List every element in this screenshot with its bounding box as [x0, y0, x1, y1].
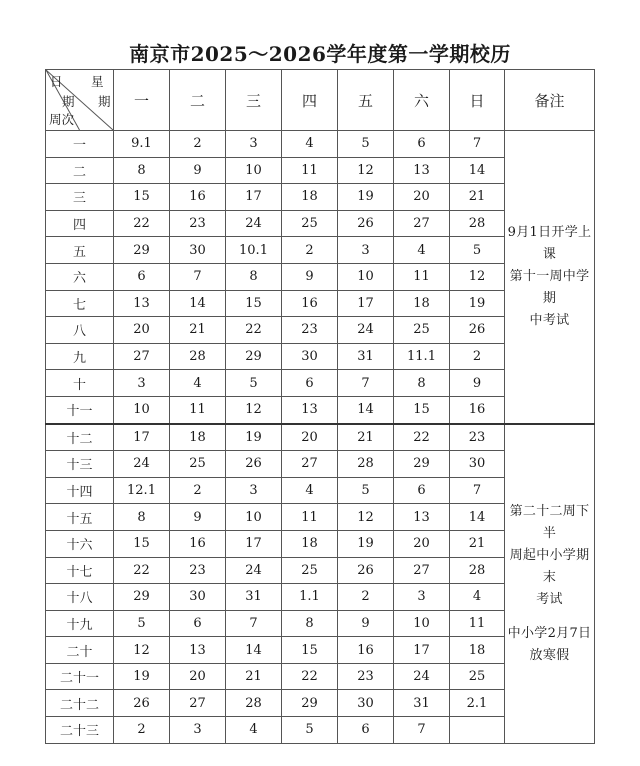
- corner-label-qi-2: 期: [62, 94, 75, 109]
- date-cell: 21: [450, 184, 505, 211]
- date-cell: 20: [282, 424, 338, 451]
- week-number-cell: 十九: [46, 610, 114, 637]
- date-cell: 22: [282, 663, 338, 690]
- date-cell: 24: [226, 557, 282, 584]
- date-cell: 28: [170, 343, 226, 370]
- date-cell: 23: [170, 210, 226, 237]
- date-cell: 8: [394, 370, 450, 397]
- date-cell: 23: [450, 424, 505, 451]
- date-cell: 12: [450, 263, 505, 290]
- date-cell: 11: [282, 157, 338, 184]
- date-cell: 23: [170, 557, 226, 584]
- date-cell: 11: [170, 396, 226, 423]
- date-cell: 28: [338, 451, 394, 478]
- date-cell: 30: [282, 343, 338, 370]
- date-cell: 10: [226, 157, 282, 184]
- date-cell: 7: [338, 370, 394, 397]
- date-cell: 14: [338, 396, 394, 423]
- date-cell: 17: [394, 637, 450, 664]
- date-cell: 4: [394, 237, 450, 264]
- date-cell: 9: [450, 370, 505, 397]
- date-cell: 2: [450, 343, 505, 370]
- date-cell: 30: [450, 451, 505, 478]
- date-cell: 3: [114, 370, 170, 397]
- date-cell: [450, 717, 505, 744]
- date-cell: 5: [282, 717, 338, 744]
- date-cell: 9: [170, 157, 226, 184]
- week-number-cell: 二十三: [46, 717, 114, 744]
- week-number-cell: 五: [46, 237, 114, 264]
- date-cell: 28: [450, 557, 505, 584]
- remark-line: 中小学2月7日: [507, 625, 592, 641]
- date-cell: 20: [394, 184, 450, 211]
- date-cell: 30: [338, 690, 394, 717]
- date-cell: 15: [394, 396, 450, 423]
- date-cell: 22: [226, 317, 282, 344]
- date-cell: 15: [226, 290, 282, 317]
- header-corner-cell: [46, 70, 114, 131]
- date-cell: 3: [170, 717, 226, 744]
- date-cell: 24: [114, 451, 170, 478]
- date-cell: 25: [450, 663, 505, 690]
- date-cell: 2: [170, 477, 226, 504]
- date-cell: 2: [338, 584, 394, 611]
- remark-line: 中考试: [529, 312, 570, 328]
- weekday-header: 一: [114, 70, 170, 131]
- date-cell: 13: [170, 637, 226, 664]
- date-cell: 13: [394, 157, 450, 184]
- date-cell: 10: [114, 396, 170, 423]
- week-number-cell: 七: [46, 290, 114, 317]
- weekday-header: 五: [338, 70, 394, 131]
- week-number-cell: 三: [46, 184, 114, 211]
- week-row: [46, 424, 595, 451]
- date-cell: 10: [226, 504, 282, 531]
- date-cell: 9: [282, 263, 338, 290]
- date-cell: 12: [114, 637, 170, 664]
- date-cell: 4: [226, 717, 282, 744]
- date-cell: 9: [338, 610, 394, 637]
- date-cell: 2: [282, 237, 338, 264]
- page-title: 南京市2025～2026学年度第一学期校历: [129, 42, 511, 66]
- date-cell: 21: [450, 530, 505, 557]
- date-cell: 27: [170, 690, 226, 717]
- date-cell: 16: [282, 290, 338, 317]
- date-cell: 25: [170, 451, 226, 478]
- date-cell: 8: [114, 157, 170, 184]
- date-cell: 26: [114, 690, 170, 717]
- date-cell: 29: [394, 451, 450, 478]
- date-cell: 16: [338, 637, 394, 664]
- date-cell: 25: [282, 557, 338, 584]
- remark-cell-second-half: [505, 424, 595, 744]
- date-cell: 19: [450, 290, 505, 317]
- week-number-cell: 十七: [46, 557, 114, 584]
- remark-line: 9月1日开学上课: [507, 224, 592, 262]
- date-cell: 22: [114, 557, 170, 584]
- date-cell: 7: [450, 477, 505, 504]
- date-cell: 14: [226, 637, 282, 664]
- date-cell: 17: [226, 530, 282, 557]
- date-cell: 26: [338, 557, 394, 584]
- date-cell: 6: [394, 131, 450, 158]
- week-number-cell: 十八: [46, 584, 114, 611]
- date-cell: 30: [170, 584, 226, 611]
- corner-label-qi-1: 期: [98, 94, 111, 109]
- remark-spacer: [505, 611, 594, 623]
- week-number-cell: 一: [46, 131, 114, 158]
- date-cell: 15: [114, 530, 170, 557]
- weekday-header: 日: [450, 70, 505, 131]
- week-number-cell: 十二: [46, 424, 114, 451]
- date-cell: 12: [226, 396, 282, 423]
- date-cell: 5: [226, 370, 282, 397]
- date-cell: 14: [170, 290, 226, 317]
- date-cell: 7: [226, 610, 282, 637]
- date-cell: 11.1: [394, 343, 450, 370]
- date-cell: 26: [450, 317, 505, 344]
- week-number-cell: 十六: [46, 530, 114, 557]
- remark-line: 第十一周中学期: [509, 268, 590, 306]
- date-cell: 25: [282, 210, 338, 237]
- date-cell: 24: [338, 317, 394, 344]
- date-cell: 17: [226, 184, 282, 211]
- week-row: [46, 131, 595, 158]
- date-cell: 13: [282, 396, 338, 423]
- date-cell: 29: [226, 343, 282, 370]
- date-cell: 16: [170, 184, 226, 211]
- date-cell: 23: [338, 663, 394, 690]
- date-cell: 7: [450, 131, 505, 158]
- date-cell: 19: [338, 530, 394, 557]
- date-cell: 8: [282, 610, 338, 637]
- date-cell: 5: [338, 477, 394, 504]
- date-cell: 18: [450, 637, 505, 664]
- remark-line: 考试: [536, 591, 563, 607]
- date-cell: 21: [338, 424, 394, 451]
- week-number-cell: 十四: [46, 477, 114, 504]
- corner-label-zhouci: 周次: [49, 112, 75, 127]
- date-cell: 5: [338, 131, 394, 158]
- date-cell: 10: [394, 610, 450, 637]
- weekday-header: 三: [226, 70, 282, 131]
- date-cell: 27: [114, 343, 170, 370]
- corner-label-xing: 星: [91, 74, 104, 89]
- date-cell: 20: [114, 317, 170, 344]
- date-cell: 3: [394, 584, 450, 611]
- week-number-cell: 六: [46, 263, 114, 290]
- week-number-cell: 二十一: [46, 663, 114, 690]
- date-cell: 31: [338, 343, 394, 370]
- date-cell: 8: [114, 504, 170, 531]
- date-cell: 16: [450, 396, 505, 423]
- date-cell: 12: [338, 157, 394, 184]
- remark-line: 周起中小学期末: [509, 547, 590, 585]
- corner-label-ri: 日: [50, 74, 63, 89]
- date-cell: 10: [338, 263, 394, 290]
- date-cell: 27: [394, 557, 450, 584]
- date-cell: 14: [450, 504, 505, 531]
- date-cell: 5: [450, 237, 505, 264]
- remark-line: 放寒假: [529, 647, 570, 663]
- date-cell: 9.1: [114, 131, 170, 158]
- date-cell: 11: [450, 610, 505, 637]
- week-number-cell: 四: [46, 210, 114, 237]
- date-cell: 11: [282, 504, 338, 531]
- date-cell: 12.1: [114, 477, 170, 504]
- date-cell: 6: [170, 610, 226, 637]
- date-cell: 22: [394, 424, 450, 451]
- date-cell: 17: [338, 290, 394, 317]
- week-number-cell: 八: [46, 317, 114, 344]
- date-cell: 13: [394, 504, 450, 531]
- week-number-cell: 二十: [46, 637, 114, 664]
- date-cell: 1.1: [282, 584, 338, 611]
- weekday-header: 四: [282, 70, 338, 131]
- date-cell: 4: [170, 370, 226, 397]
- date-cell: 3: [226, 477, 282, 504]
- date-cell: 16: [170, 530, 226, 557]
- date-cell: 31: [394, 690, 450, 717]
- date-cell: 31: [226, 584, 282, 611]
- date-cell: 29: [114, 584, 170, 611]
- date-cell: 18: [282, 184, 338, 211]
- date-cell: 26: [226, 451, 282, 478]
- date-cell: 18: [394, 290, 450, 317]
- week-number-cell: 十五: [46, 504, 114, 531]
- date-cell: 17: [114, 424, 170, 451]
- date-cell: 13: [114, 290, 170, 317]
- date-cell: 4: [282, 477, 338, 504]
- date-cell: 2: [114, 717, 170, 744]
- remark-cell-first-half: [505, 131, 595, 424]
- date-cell: 3: [338, 237, 394, 264]
- date-cell: 8: [226, 263, 282, 290]
- date-cell: 24: [394, 663, 450, 690]
- date-cell: 19: [226, 424, 282, 451]
- date-cell: 20: [170, 663, 226, 690]
- week-number-cell: 二十二: [46, 690, 114, 717]
- week-number-cell: 二: [46, 157, 114, 184]
- date-cell: 26: [338, 210, 394, 237]
- date-cell: 21: [226, 663, 282, 690]
- date-cell: 30: [170, 237, 226, 264]
- week-number-cell: 十一: [46, 396, 114, 423]
- date-cell: 19: [114, 663, 170, 690]
- date-cell: 2.1: [450, 690, 505, 717]
- date-cell: 18: [282, 530, 338, 557]
- week-number-cell: 十: [46, 370, 114, 397]
- date-cell: 6: [338, 717, 394, 744]
- remark-header: 备注: [505, 70, 595, 131]
- date-cell: 29: [282, 690, 338, 717]
- header-row: [46, 70, 595, 131]
- date-cell: 6: [282, 370, 338, 397]
- date-cell: 7: [170, 263, 226, 290]
- date-cell: 22: [114, 210, 170, 237]
- date-cell: 29: [114, 237, 170, 264]
- date-cell: 27: [282, 451, 338, 478]
- date-cell: 4: [450, 584, 505, 611]
- date-cell: 18: [170, 424, 226, 451]
- week-number-cell: 十三: [46, 451, 114, 478]
- date-cell: 25: [394, 317, 450, 344]
- date-cell: 9: [170, 504, 226, 531]
- school-calendar-table: [45, 69, 595, 744]
- week-number-cell: 九: [46, 343, 114, 370]
- date-cell: 10.1: [226, 237, 282, 264]
- date-cell: 20: [394, 530, 450, 557]
- weekday-header: 六: [394, 70, 450, 131]
- weekday-header: 二: [170, 70, 226, 131]
- date-cell: 12: [338, 504, 394, 531]
- date-cell: 5: [114, 610, 170, 637]
- date-cell: 24: [226, 210, 282, 237]
- date-cell: 14: [450, 157, 505, 184]
- date-cell: 19: [338, 184, 394, 211]
- remark-line: 第二十二周下半: [509, 503, 590, 541]
- date-cell: 15: [114, 184, 170, 211]
- date-cell: 28: [226, 690, 282, 717]
- date-cell: 3: [226, 131, 282, 158]
- date-cell: 15: [282, 637, 338, 664]
- date-cell: 6: [394, 477, 450, 504]
- date-cell: 28: [450, 210, 505, 237]
- date-cell: 11: [394, 263, 450, 290]
- date-cell: 6: [114, 263, 170, 290]
- date-cell: 4: [282, 131, 338, 158]
- date-cell: 21: [170, 317, 226, 344]
- date-cell: 27: [394, 210, 450, 237]
- date-cell: 2: [170, 131, 226, 158]
- date-cell: 23: [282, 317, 338, 344]
- date-cell: 7: [394, 717, 450, 744]
